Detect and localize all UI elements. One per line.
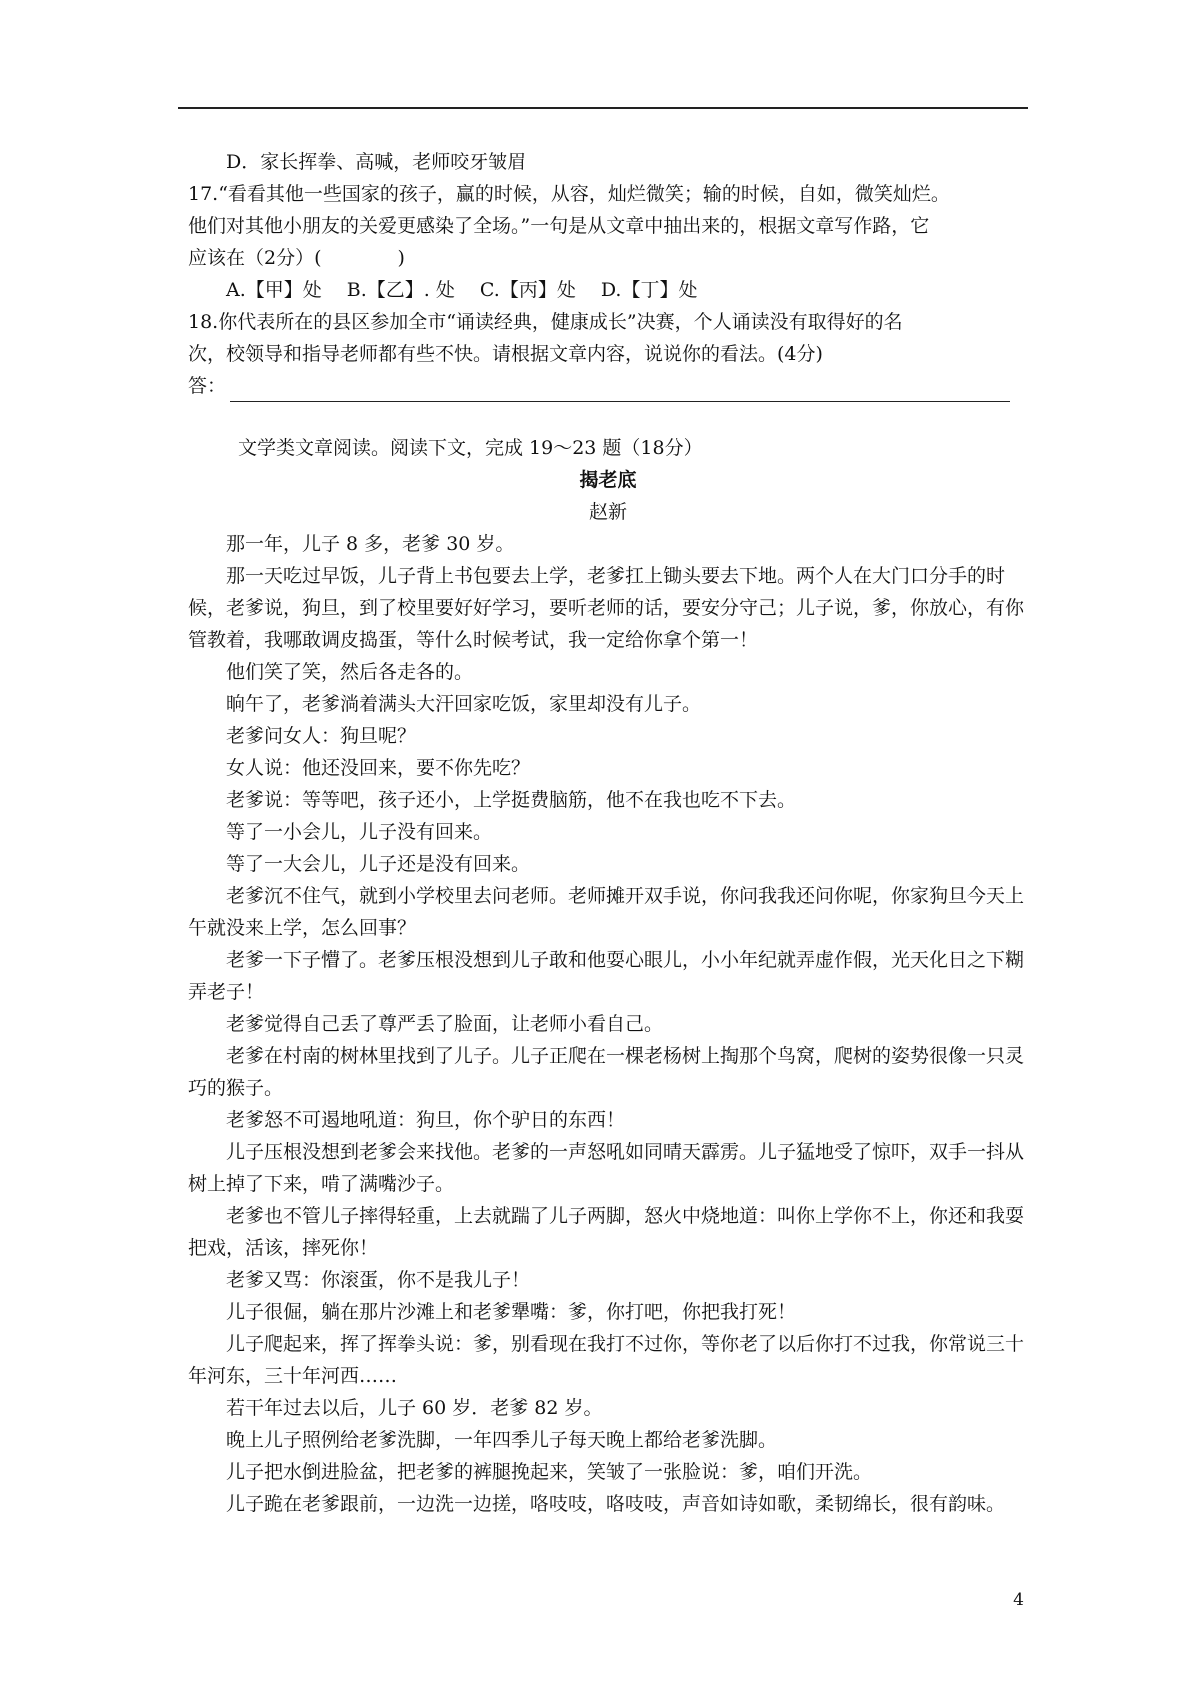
story-paragraph: 等了一小会儿，儿子没有回来。 [226,821,493,843]
q18-line: 次，校领导和指导老师都有些不快。请根据文章内容，说说你的看法。(4分) [188,343,823,365]
story-paragraph: 老爹也不管儿子摔得轻重，上去就踹了儿子两脚，怒火中烧地道：叫你上学你不上，你还和我耍把戏，活该，摔死你！ [188,1205,1025,1259]
question-17 [188,178,1028,306]
story-paragraph: 他们笑了笑，然后各走各的。 [226,661,474,683]
story-paragraph: 晌午了，老爹淌着满头大汗回家吃饭，家里却没有儿子。 [226,693,702,715]
story-paragraph: 老爹觉得自己丢了尊严丢了脸面，让老师小看自己。 [226,1013,664,1035]
story-paragraph: 儿子跪在老爹跟前，一边洗一边搓，咯吱吱，咯吱吱，声音如诗如歌，柔韧绵长，很有韵味。 [226,1493,1006,1515]
story-paragraph: 儿子爬起来，挥了挥拳头说：爹，别看现在我打不过你，等你老了以后你打不过我，你常说三十年河东，三十年河西…… [188,1333,1025,1387]
q17-line: 17.“看看其他一些国家的孩子，赢的时候，从容，灿烂微笑；输的时候，自如，微笑灿烂。 [188,183,950,205]
story-author: 赵新 [588,501,627,523]
story-paragraph: 老爹怒不可遏地吼道：狗旦，你个驴日的东西！ [226,1109,626,1131]
page-content [188,146,1028,1520]
story-body [188,528,1028,1520]
story-title: 揭老底 [579,469,637,491]
answer-label: 答： [188,375,227,397]
page-number: 4 [1013,1590,1024,1610]
story-paragraph: 晚上儿子照例给老爹洗脚，一年四季儿子每天晚上都给老爹洗脚。 [226,1429,778,1451]
story-paragraph: 女人说：他还没回来，要不你先吃？ [226,757,531,779]
q17-options: A.【甲】处 B.【乙】. 处 C.【丙】处 D.【丁】处 [226,279,698,301]
story-paragraph: 老爹一下子懵了。老爹压根没想到儿子敢和他耍心眼儿，小小年纪就弄虚作假，光天化日之下糊弄老子！ [188,949,1025,1003]
story-paragraph: 老爹又骂：你滚蛋，你不是我儿子！ [226,1269,531,1291]
question-18 [188,306,1028,402]
q18-line: 18.你代表所在的县区参加全市“诵读经典，健康成长”决赛，个人诵读没有取得好的名 [188,311,903,333]
q18-answer-row [188,370,1028,402]
q17-line: 应该在（2分）( ) [188,247,405,269]
story-paragraph: 儿子把水倒进脸盆，把老爹的裤腿挽起来，笑皱了一张脸说：爹，咱们开洗。 [226,1461,873,1483]
answer-blank-line[interactable] [230,379,1010,402]
story-paragraph: 等了一大会儿，儿子还是没有回来。 [226,853,531,875]
story-paragraph: 那一天吃过早饭，儿子背上书包要去上学，老爹扛上锄头要去下地。两个人在大门口分手的时候，老爹说，狗旦，到了校里要好好学习，要听老师的话，要安分守己；儿子说，爹，你放心，有你管教着，我哪敢调皮捣蛋，等什么时候考试，我一定给你拿个第一！ [188,565,1025,651]
story-paragraph: 老爹说：等等吧，孩子还小，上学挺费脑筋，他不在我也吃不下去。 [226,789,797,811]
story-paragraph: 老爹在村南的树林里找到了儿子。儿子正爬在一棵老杨树上掏那个鸟窝，爬树的姿势很像一只灵巧的猴子。 [188,1045,1025,1099]
story-paragraph: 那一年，儿子 8 多，老爹 30 岁。 [226,533,515,555]
story-paragraph: 若干年过去以后，儿子 60 岁．老爹 82 岁。 [226,1397,603,1419]
q16-option-d: D．家长挥拳、高喊，老师咬牙皱眉 [226,151,527,173]
section-lead: 文学类文章阅读。阅读下文，完成 19～23 题（18分） [238,437,703,459]
story-paragraph: 儿子压根没想到老爹会来找他。老爹的一声怒吼如同晴天霹雳。儿子猛地受了惊吓，双手一抖从树上掉了下来，啃了满嘴沙子。 [188,1141,1025,1195]
header-rule [178,107,1028,109]
story-paragraph: 老爹沉不住气，就到小学校里去问老师。老师摊开双手说，你问我我还问你呢，你家狗旦今天上午就没来上学，怎么回事？ [188,885,1025,939]
story-paragraph: 老爹问女人：狗旦呢？ [226,725,417,747]
story-paragraph: 儿子很倔，躺在那片沙滩上和老爹犟嘴：爹，你打吧，你把我打死！ [226,1301,797,1323]
q17-line: 他们对其他小朋友的关爱更感染了全场。”一句是从文章中抽出来的，根据文章写作路，它 [188,215,930,237]
